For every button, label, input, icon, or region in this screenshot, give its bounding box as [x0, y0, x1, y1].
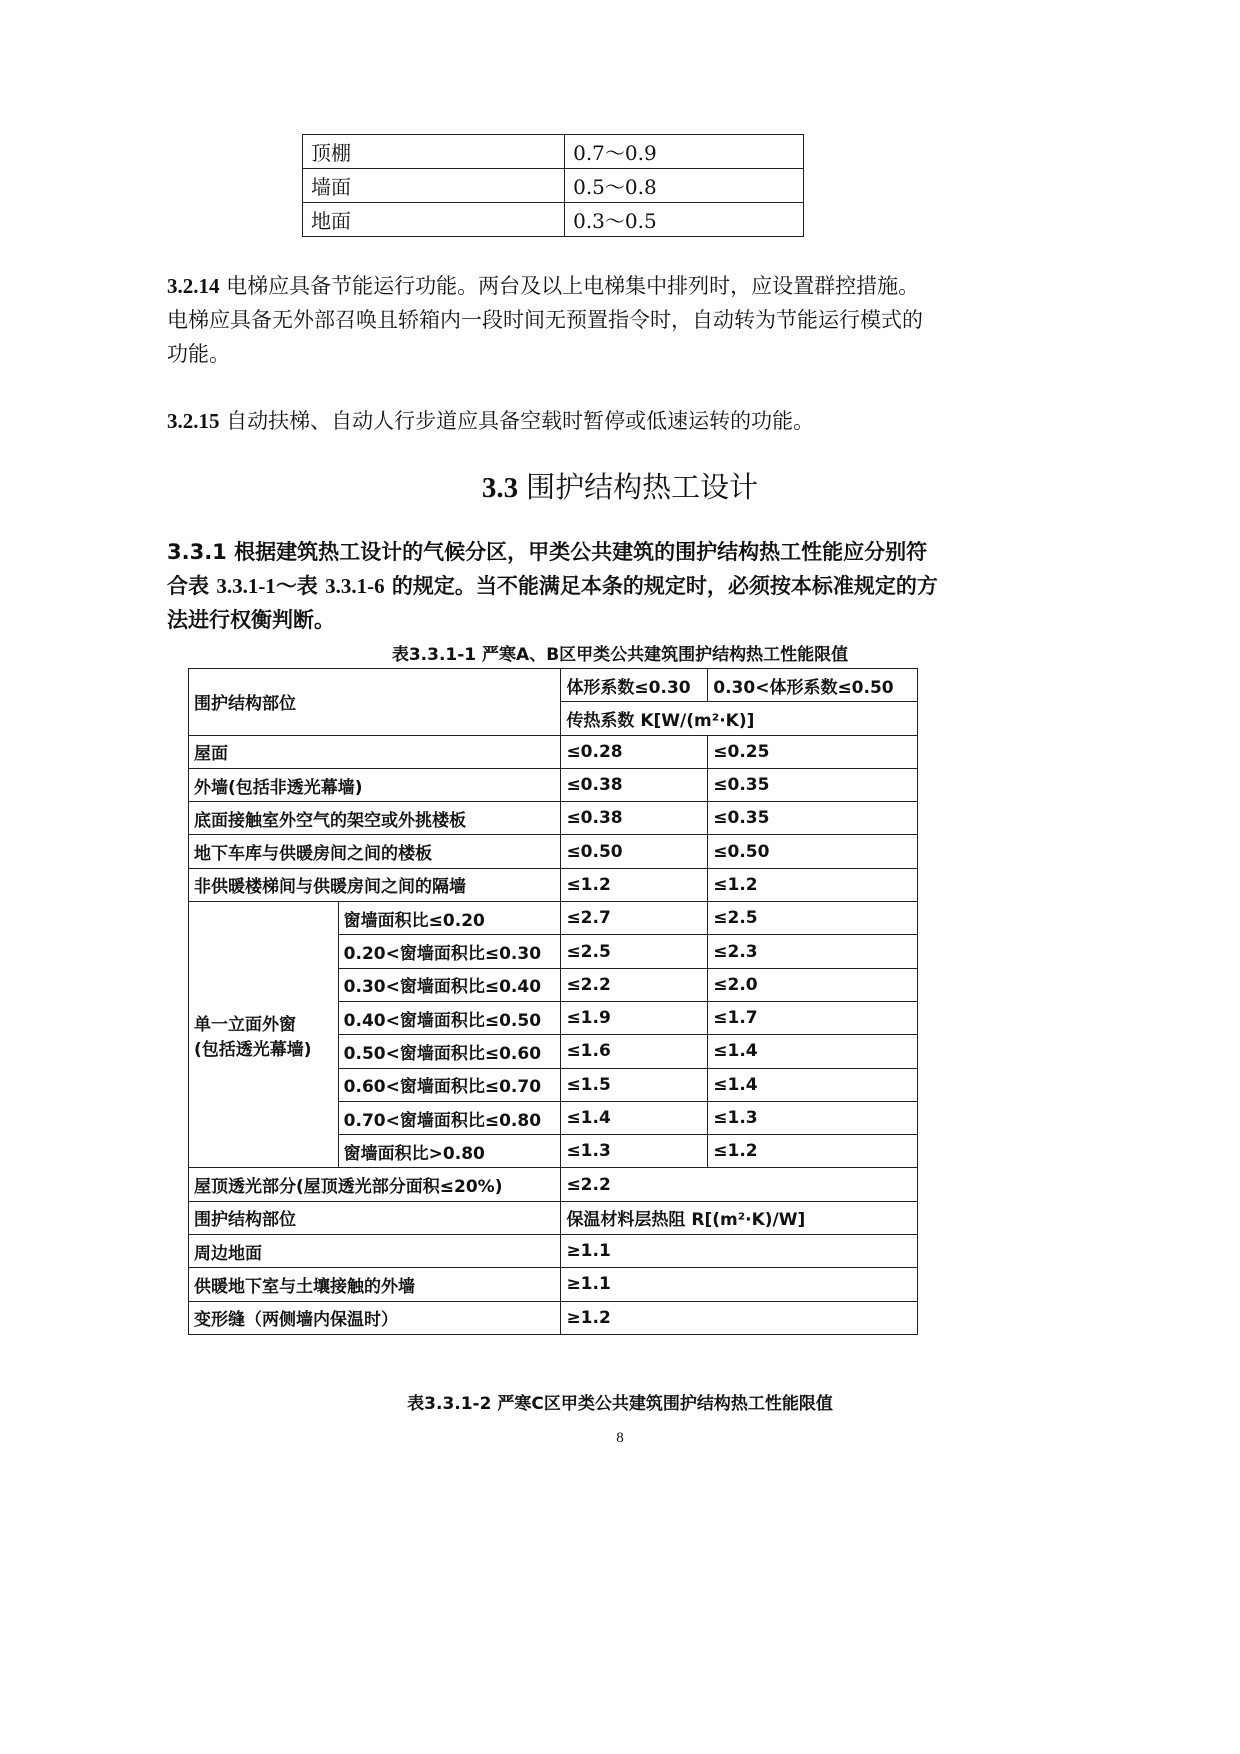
table-cell: ≤2.2	[561, 1168, 918, 1201]
table-cell: 0.3～0.5	[565, 203, 804, 237]
table-row	[189, 835, 918, 868]
reflectance-table	[302, 134, 804, 237]
table-cell: ≤1.4	[708, 1068, 918, 1101]
table-cell: ≤0.35	[708, 768, 918, 801]
table-cell: 0.70<窗墙面积比≤0.80	[338, 1101, 561, 1134]
table-row	[189, 902, 918, 935]
table-cell: ≤1.3	[708, 1101, 918, 1134]
table-cell: 顶棚	[303, 135, 565, 169]
table-cell: ≤1.7	[708, 1001, 918, 1034]
table-cell: 0.30<窗墙面积比≤0.40	[338, 968, 561, 1001]
table-cell: 0.20<窗墙面积比≤0.30	[338, 935, 561, 968]
table-row	[189, 1301, 918, 1334]
table-reference: 3.3.1-1	[216, 574, 276, 598]
table-cell: 底面接触室外空气的架空或外挑楼板	[189, 802, 561, 835]
table-cell: ≤1.5	[561, 1068, 708, 1101]
clause-3-2-14	[167, 269, 940, 371]
table-cell: ≤0.38	[561, 768, 708, 801]
table-cell: ≥1.2	[561, 1301, 918, 1334]
page-number: 8	[616, 1430, 624, 1446]
table-cell: ≤1.9	[561, 1001, 708, 1034]
table-row	[189, 1168, 918, 1201]
table-cell: ≤1.3	[561, 1135, 708, 1168]
table-cell: ≤1.4	[708, 1035, 918, 1068]
section-title: 围护结构热工设计	[526, 470, 759, 504]
clause-number: 3.2.14	[167, 274, 220, 298]
table-header-row	[189, 669, 918, 702]
table-row	[189, 1235, 918, 1268]
table-header-row	[189, 1201, 918, 1234]
table-row	[189, 735, 918, 768]
table-cell: ≤0.38	[561, 802, 708, 835]
table-cell: 非供暖楼梯间与供暖房间之间的隔墙	[189, 868, 561, 901]
thermal-performance-table	[188, 668, 918, 1335]
table-cell: ≤1.2	[561, 868, 708, 901]
table-cell: ≤1.6	[561, 1035, 708, 1068]
table-row	[303, 169, 804, 203]
table-cell: 外墙(包括非透光幕墙)	[189, 768, 561, 801]
table-cell: ≤2.7	[561, 902, 708, 935]
section-heading	[0, 467, 1240, 508]
clause-3-3-1	[167, 535, 940, 637]
table-cell: ≤2.0	[708, 968, 918, 1001]
table-cell: ≤2.2	[561, 968, 708, 1001]
table-reference: 3.3.1-6	[325, 574, 385, 598]
table-cell: 供暖地下室与土壤接触的外墙	[189, 1268, 561, 1301]
header-cell: 传热系数 K[W/(m²·K)]	[561, 702, 918, 735]
clause-text: 自动扶梯、自动人行步道应具备空载时暂停或低速运转的功能。	[219, 409, 815, 433]
clause-text: 3.3.1 根据建筑热工设计的气候分区，甲类公共建筑的围护结构热工性能应分别符合表	[167, 540, 928, 598]
table-cell: 0.5～0.8	[565, 169, 804, 203]
table-cell: ≤1.4	[561, 1101, 708, 1134]
table-cell: 0.7～0.9	[565, 135, 804, 169]
table-cell: ≥1.1	[561, 1268, 918, 1301]
clause-text: 电梯应具备节能运行功能。两台及以上电梯集中排列时，应设置群控措施。电梯应具备无外部召唤且轿箱内一段时间无预置指令时，自动转为节能运行模式的功能。	[167, 274, 923, 366]
table-cell: ≤0.50	[561, 835, 708, 868]
table-row	[189, 1268, 918, 1301]
table-cell: ≤0.25	[708, 735, 918, 768]
table-cell: 0.60<窗墙面积比≤0.70	[338, 1068, 561, 1101]
table-cell: 地下车库与供暖房间之间的楼板	[189, 835, 561, 868]
table-cell: 0.40<窗墙面积比≤0.50	[338, 1001, 561, 1034]
table-cell: ≤0.50	[708, 835, 918, 868]
table-cell: ≤1.2	[708, 868, 918, 901]
clause-text: ～表	[275, 574, 326, 598]
header-cell: 体形系数≤0.30	[561, 669, 708, 702]
header-cell: 围护结构部位	[189, 669, 561, 736]
table-cell: ≤0.28	[561, 735, 708, 768]
table-cell: 地面	[303, 203, 565, 237]
table-row	[189, 768, 918, 801]
header-cell: 0.30<体形系数≤0.50	[708, 669, 918, 702]
label-line: (包括透光幕墙)	[194, 1039, 312, 1060]
header-cell: 保温材料层热阻 R[(m²·K)/W]	[561, 1201, 918, 1234]
table-cell: 窗墙面积比>0.80	[338, 1135, 561, 1168]
table-cell: 周边地面	[189, 1235, 561, 1268]
header-cell: 围护结构部位	[189, 1201, 561, 1234]
table-cell: 墙面	[303, 169, 565, 203]
table-cell: ≤1.2	[708, 1135, 918, 1168]
clause-number: 3.2.15	[167, 409, 220, 433]
table-cell: ≤0.35	[708, 802, 918, 835]
table-row	[189, 868, 918, 901]
table-cell: ≥1.1	[561, 1235, 918, 1268]
table-cell: 屋面	[189, 735, 561, 768]
table-cell: 屋顶透光部分(屋顶透光部分面积≤20%)	[189, 1168, 561, 1201]
table-cell: 0.50<窗墙面积比≤0.60	[338, 1035, 561, 1068]
table-cell: ≤2.3	[708, 935, 918, 968]
label-line: 单一立面外窗	[194, 1014, 296, 1035]
table-row	[303, 135, 804, 169]
clause-3-2-15	[167, 404, 940, 438]
table-cell: ≤2.5	[708, 902, 918, 935]
table-cell: ≤2.5	[561, 935, 708, 968]
window-group-label	[189, 902, 339, 1168]
section-number: 3.3	[481, 472, 519, 504]
table-cell: 变形缝（两侧墙内保温时）	[189, 1301, 561, 1334]
table-caption: 表3.3.1-1 严寒A、B区甲类公共建筑围护结构热工性能限值	[391, 645, 849, 665]
table-row	[303, 203, 804, 237]
table-caption: 表3.3.1-2 严寒C区甲类公共建筑围护结构热工性能限值	[407, 1394, 833, 1414]
clause-text: 的规定。当不能满足本条的规定时，必须按本标准规定的方法进行权衡判断。	[167, 574, 938, 632]
table-cell: 窗墙面积比≤0.20	[338, 902, 561, 935]
table-row	[189, 802, 918, 835]
